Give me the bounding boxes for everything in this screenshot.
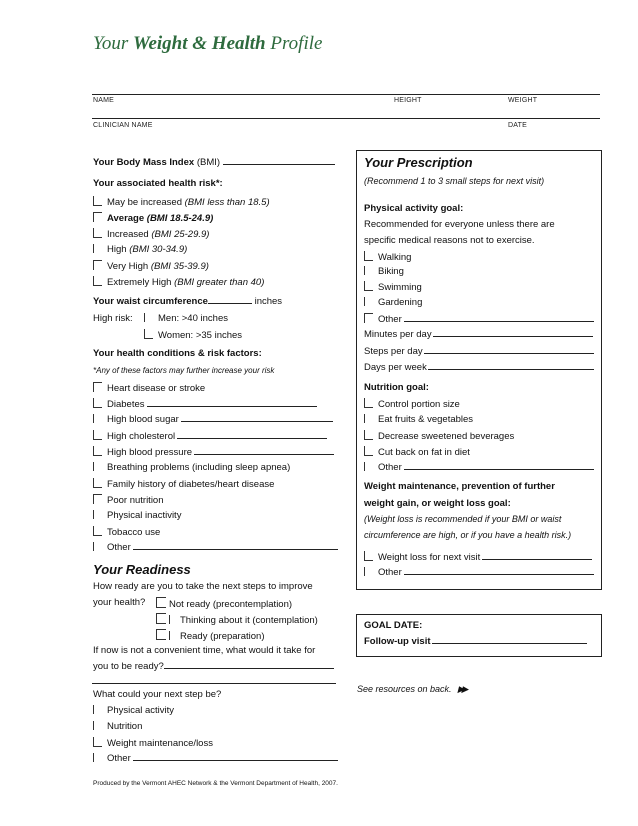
nutrition-item[interactable]: Cut back on fat in diet xyxy=(364,446,470,458)
name-line[interactable] xyxy=(92,94,600,95)
prescription-subtitle: (Recommend 1 to 3 small steps for next visit) xyxy=(364,176,545,186)
minutes-field[interactable]: Minutes per day xyxy=(364,329,593,340)
checkbox[interactable] xyxy=(93,430,102,440)
activity-item[interactable]: Biking xyxy=(364,266,404,277)
nutrition-goal-heading: Nutrition goal: xyxy=(364,382,429,393)
activity-item[interactable]: Swimming xyxy=(364,281,422,293)
condition-item[interactable]: High blood pressure xyxy=(93,446,334,458)
checkbox[interactable] xyxy=(364,297,373,306)
next-step-item[interactable]: Nutrition xyxy=(93,721,142,732)
followup-field[interactable]: Follow-up visit xyxy=(364,636,587,647)
condition-item[interactable]: Tobacco use xyxy=(93,526,160,538)
checkbox[interactable] xyxy=(93,510,102,519)
waist-field: Your waist circumference inches xyxy=(93,296,283,307)
checkbox[interactable] xyxy=(156,597,166,608)
risk-option[interactable]: May be increased (BMI less than 18.5) xyxy=(93,196,270,208)
checkbox[interactable] xyxy=(364,266,373,275)
conditions-heading: Your health conditions & risk factors: xyxy=(93,348,262,359)
checkbox[interactable] xyxy=(364,551,373,561)
maintenance-heading-1: Weight maintenance, prevention of further xyxy=(364,481,555,492)
checkbox[interactable] xyxy=(93,196,102,206)
convenient-question-1: If now is not a convenient time, what would it take for xyxy=(93,645,316,656)
nutrition-item[interactable]: Control portion size xyxy=(364,398,460,410)
activity-goal-heading: Physical activity goal: xyxy=(364,203,464,214)
checkbox[interactable] xyxy=(364,281,373,291)
checkbox[interactable] xyxy=(364,462,373,471)
checkbox[interactable] xyxy=(93,737,102,747)
maintenance-item[interactable]: Other xyxy=(364,567,594,578)
checkbox[interactable] xyxy=(364,567,373,576)
page-title: Your Weight & Health Profile xyxy=(93,33,323,54)
condition-item[interactable]: Poor nutrition xyxy=(93,494,164,506)
condition-item[interactable]: Breathing problems (including sleep apnea) xyxy=(93,462,290,473)
risk-option[interactable]: High (BMI 30-34.9) xyxy=(93,244,187,255)
checkbox[interactable] xyxy=(93,414,102,423)
fast-forward-icon: ▶▶ xyxy=(457,684,466,694)
checkbox[interactable] xyxy=(93,212,102,222)
checkbox[interactable] xyxy=(364,251,373,261)
condition-item[interactable]: Diabetes xyxy=(93,398,317,410)
risk-option[interactable]: Extremely High (BMI greater than 40) xyxy=(93,276,264,288)
checkbox[interactable] xyxy=(156,613,166,624)
checkbox[interactable] xyxy=(364,430,373,440)
condition-item[interactable]: Physical inactivity xyxy=(93,510,181,521)
checkbox[interactable] xyxy=(93,244,102,253)
checkbox[interactable] xyxy=(144,313,153,322)
maintenance-note-1: (Weight loss is recommended if your BMI or waist xyxy=(364,514,562,524)
activity-text-2: specific medical reasons not to exercise. xyxy=(364,235,535,246)
risk-option[interactable]: Increased (BMI 25-29.9) xyxy=(93,228,209,240)
convenient-input-line[interactable] xyxy=(164,668,334,669)
checkbox[interactable] xyxy=(144,329,153,339)
readiness-option[interactable]: Not ready (precontemplation) xyxy=(156,597,292,610)
checkbox[interactable] xyxy=(93,542,102,551)
days-field[interactable]: Days per week xyxy=(364,362,594,373)
activity-item[interactable]: Walking xyxy=(364,251,411,263)
readiness-heading: Your Readiness xyxy=(93,562,191,577)
risk-heading: Your associated health risk*: xyxy=(93,178,223,189)
readiness-option[interactable]: Thinking about it (contemplation) xyxy=(156,613,318,626)
next-step-item[interactable]: Weight maintenance/loss xyxy=(93,737,213,749)
goal-date-label: GOAL DATE: xyxy=(364,620,423,631)
checkbox[interactable] xyxy=(93,260,102,270)
weight-label: WEIGHT xyxy=(508,97,538,104)
height-label: HEIGHT xyxy=(394,97,422,104)
nutrition-item[interactable]: Decrease sweetened beverages xyxy=(364,430,514,442)
high-risk-label: High risk: xyxy=(93,313,133,324)
checkbox[interactable] xyxy=(93,228,102,238)
convenient-extra-line[interactable] xyxy=(92,683,336,684)
condition-item[interactable]: Other xyxy=(93,542,338,553)
convenient-question-2: you to be ready? xyxy=(93,661,334,672)
checkbox[interactable] xyxy=(364,398,373,408)
risk-option[interactable]: Average (BMI 18.5-24.9) xyxy=(93,212,213,224)
clinician-label: CLINICIAN NAME xyxy=(93,122,153,129)
checkbox[interactable] xyxy=(93,526,102,536)
see-resources-link[interactable]: See resources on back. ▶▶ xyxy=(357,684,466,694)
checkbox[interactable] xyxy=(364,414,373,423)
date-label: DATE xyxy=(508,122,527,129)
readiness-question-2: your health? xyxy=(93,597,146,608)
checkbox[interactable] xyxy=(93,276,102,286)
maintenance-item[interactable]: Weight loss for next visit xyxy=(364,551,592,563)
nutrition-item[interactable]: Eat fruits & vegetables xyxy=(364,414,473,425)
clinician-line[interactable] xyxy=(92,118,600,119)
next-step-question: What could your next step be? xyxy=(93,689,222,700)
waist-women[interactable]: Women: >35 inches xyxy=(144,329,242,341)
waist-input-line[interactable] xyxy=(208,303,252,304)
next-step-item[interactable]: Physical activity xyxy=(93,705,174,716)
bmi-field: Your Body Mass Index (BMI) xyxy=(93,157,335,168)
maintenance-note-2: circumference are high, or if you have a health risk.) xyxy=(364,530,572,540)
conditions-note: *Any of these factors may further increase your risk xyxy=(93,366,275,375)
activity-item[interactable]: Gardening xyxy=(364,297,422,308)
condition-item[interactable]: High cholesterol xyxy=(93,430,327,442)
checkbox[interactable] xyxy=(156,629,166,640)
name-label: NAME xyxy=(93,97,115,104)
activity-text-1: Recommended for everyone unless there are xyxy=(364,219,555,230)
waist-men[interactable]: Men: >40 inches xyxy=(144,313,228,324)
nutrition-item[interactable]: Other xyxy=(364,462,594,473)
checkbox[interactable] xyxy=(93,705,102,714)
readiness-question-1: How ready are you to take the next steps to improve xyxy=(93,581,313,592)
condition-item[interactable]: High blood sugar xyxy=(93,414,333,425)
maintenance-heading-2: weight gain, or weight loss goal: xyxy=(364,498,511,509)
condition-item[interactable]: Family history of diabetes/heart disease xyxy=(93,478,274,490)
checkbox[interactable] xyxy=(93,446,102,456)
checkbox[interactable] xyxy=(93,398,102,408)
checkbox[interactable] xyxy=(364,313,373,323)
next-step-item[interactable]: Other xyxy=(93,753,338,764)
checkbox[interactable] xyxy=(93,478,102,488)
checkbox[interactable] xyxy=(93,753,102,762)
checkbox[interactable] xyxy=(93,382,102,392)
checkbox[interactable] xyxy=(93,494,102,504)
condition-item[interactable]: Heart disease or stroke xyxy=(93,382,205,394)
checkbox[interactable] xyxy=(93,462,102,471)
bmi-input-line[interactable] xyxy=(223,164,335,165)
checkbox[interactable] xyxy=(93,721,102,730)
footer-credit: Produced by the Vermont AHEC Network & the Vermont Department of Health, 2007. xyxy=(93,780,338,787)
prescription-heading: Your Prescription xyxy=(364,155,473,170)
readiness-option[interactable]: Ready (preparation) xyxy=(156,629,265,642)
checkbox[interactable] xyxy=(364,446,373,456)
steps-field[interactable]: Steps per day xyxy=(364,346,594,357)
risk-option[interactable]: Very High (BMI 35-39.9) xyxy=(93,260,209,272)
activity-item[interactable]: Other xyxy=(364,313,594,325)
